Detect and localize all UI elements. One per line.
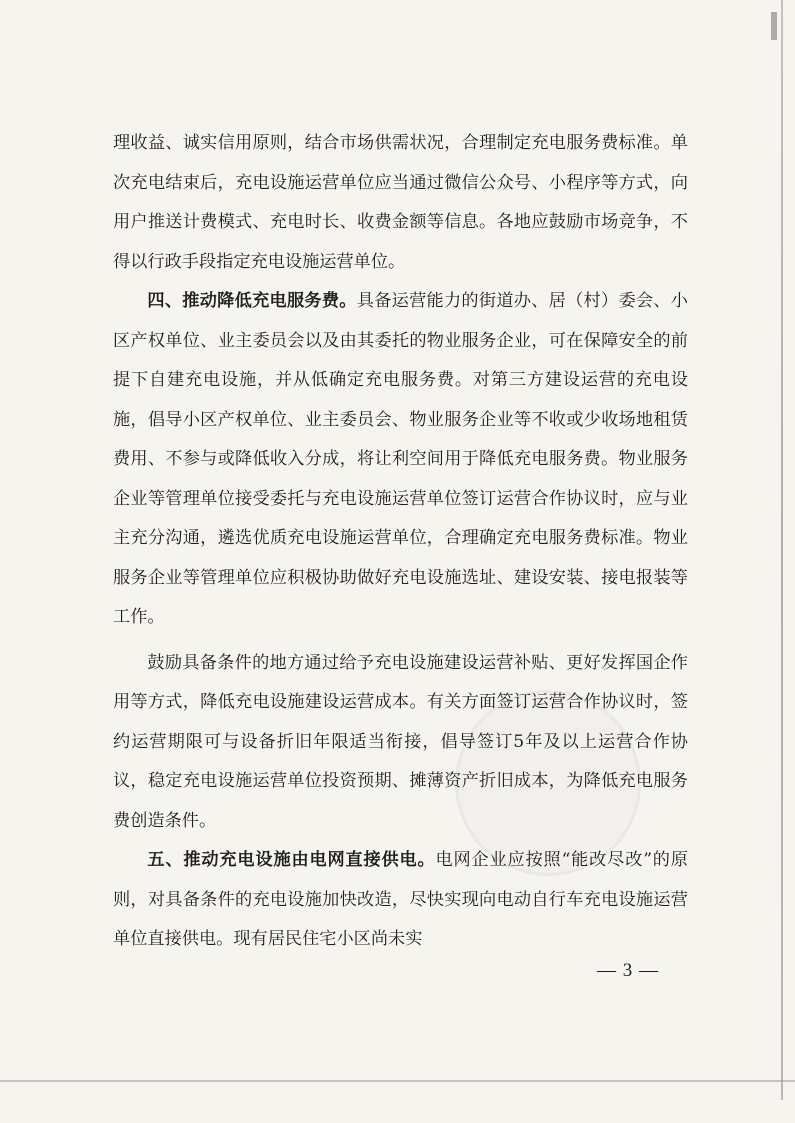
paragraph-1-text: 理收益、诚实信用原则，结合市场供需状况，合理制定充电服务费标准。单次充电结束后，充电设施运营单位应当通过微信公众号、小程序等方式，向用户推送计费模式、充电时长、收费金额等信息。各地应鼓励市场竞争，不得以行政手段指定充电设施运营单位。 xyxy=(113,133,688,272)
scan-right-edge xyxy=(781,0,783,1100)
paragraph-subsidy xyxy=(113,644,688,842)
paragraph-4-text: 电网企业应按照“能改尽改”的原则，对具备条件的充电设施加快改造，尽快实现向电动自行车充电设施运营单位直接供电。现有居民住宅小区尚未实 xyxy=(113,850,688,949)
scan-right-mark xyxy=(771,12,777,40)
section-five-heading: 五、推动充电设施由电网直接供电。 xyxy=(147,850,436,870)
paragraph-3-text: 鼓励具备条件的地方通过给予充电设施建设运营补贴、更好发挥国企作用等方式，降低充电设施建设运营成本。有关方面签订运营合作协议时，签约运营期限可与设备折旧年限适当衔接，倡导签订5年及以上运营合作协议，稳定充电设施运营单位投资预期、摊薄资产折旧成本，为降低充电服务费创造条件。 xyxy=(113,652,688,831)
paragraph-2-text: 具备运营能力的街道办、居（村）委会、小区产权单位、业主委员会以及由其委托的物业服务企业，可在保障安全的前提下自建充电设施，并从低确定充电服务费。对第三方建设运营的充电设施，倡导小区产权单位、业主委员会、物业服务企业等不收或少收场地租赁费用、不参与或降低收入分成，将让利空间用于降低充电服务费。物业服务企业等管理单位接受委托与充电设施运营单位签订运营合作协议时，应与业主充分沟通，遴选优质充电设施运营单位，合理确定充电服务费标准。物业服务企业等管理单位应积极协助做好充电设施选址、建设安装、接电报装等工作。 xyxy=(113,291,688,627)
paragraph-section-five xyxy=(113,841,688,960)
page-number: — 3 — xyxy=(597,960,659,981)
section-four-heading: 四、推动降低充电服务费。 xyxy=(147,291,357,311)
paragraph-continuation xyxy=(113,124,688,282)
document-body xyxy=(113,124,688,960)
paragraph-section-four xyxy=(113,282,688,638)
scan-bottom-edge xyxy=(0,1080,795,1082)
